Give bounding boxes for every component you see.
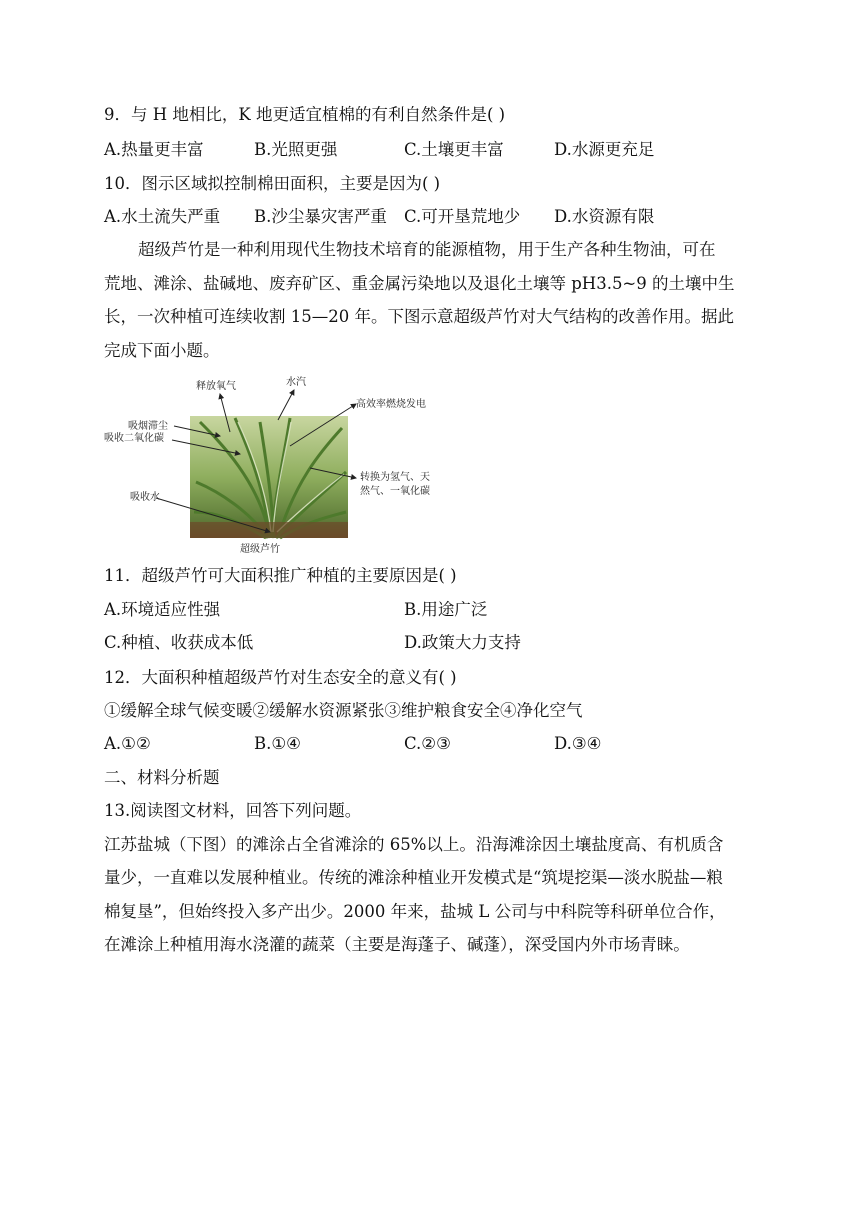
label-absorb-smoke: 吸烟滞尘 [128, 421, 168, 432]
question-10-option-c: C.可开垦荒地少 [404, 207, 521, 226]
question-10-option-b: B.沙尘暴灾害严重 [254, 207, 387, 226]
question-9-option-c: C.土壤更丰富 [404, 140, 504, 159]
question-11-option-a: A.环境适应性强 [104, 600, 221, 619]
question-12-option-c: C.②③ [404, 734, 451, 753]
question-9-option-b: B.光照更强 [254, 140, 338, 159]
question-9-option-d: D.水源更充足 [554, 140, 655, 159]
label-absorb-water: 吸收水 [130, 492, 160, 503]
question-10-stem: 10．图示区域拟控制棉田面积，主要是因为( ) [104, 174, 441, 193]
question-11-option-c: C.种植、收获成本低 [104, 633, 254, 652]
label-release-oxygen: 释放氧气 [196, 381, 236, 392]
section-2-title: 二、材料分析题 [104, 768, 220, 787]
passage-line-1: 超级芦竹是一种利用现代生物技术培育的能源植物，用于生产各种生物油，可在 [138, 240, 716, 259]
question-12-option-a: A.①② [104, 734, 151, 753]
figure-caption: 超级芦竹 [240, 544, 280, 555]
passage-line-4: 完成下面小题。 [104, 341, 220, 360]
question-11-stem: 11．超级芦竹可大面积推广种植的主要原因是( ) [104, 566, 457, 585]
question-12-option-b: B.①④ [254, 734, 301, 753]
question-13-stem: 13.阅读图文材料，回答下列问题。 [104, 801, 362, 820]
question-12-statements: ①缓解全球气候变暖②缓解水资源紧张③维护粮食安全④净化空气 [104, 701, 583, 720]
question-9-stem: 9．与 H 地相比，K 地更适宜植棉的有利自然条件是( ) [104, 105, 506, 124]
super-reed-figure [100, 372, 460, 558]
label-absorb-co2: 吸收二氧化碳 [104, 433, 164, 444]
passage-line-3: 长，一次种植可连续收割 15—20 年。下图示意超级芦竹对大气结构的改善作用。据此 [104, 307, 734, 326]
question-10-option-d: D.水资源有限 [554, 207, 655, 226]
question-13-line-1: 江苏盐城（下图）的滩涂占全省滩涂的 65%以上。沿海滩涂因土壤盐度高、有机质含 [104, 835, 724, 854]
label-water-vapor: 水汽 [286, 377, 306, 388]
label-convert-line-1: 转换为氢气、天 [360, 472, 430, 483]
label-convert-line-2: 然气、一氧化碳 [360, 486, 430, 497]
question-12-option-d: D.③④ [554, 734, 602, 753]
question-11-option-b: B.用途广泛 [404, 600, 488, 619]
question-11-option-d: D.政策大力支持 [404, 633, 521, 652]
question-13-line-2: 量少，一直难以发展种植业。传统的滩涂种植业开发模式是“筑堤挖渠—淡水脱盐—粮 [104, 868, 723, 887]
question-13-line-4: 在滩涂上种植用海水浇灌的蔬菜（主要是海蓬子、碱蓬），深受国内外市场青睐。 [104, 935, 690, 954]
question-13-line-3: 棉复垦”，但始终投入多产出少。2000 年来，盐城 L 公司与中科院等科研单位合作， [104, 902, 726, 921]
label-power-generation: 高效率燃烧发电 [356, 399, 426, 410]
super-reed-diagram [100, 372, 460, 558]
question-9-option-a: A.热量更丰富 [104, 140, 204, 159]
passage-line-2: 荒地、滩涂、盐碱地、废弃矿区、重金属污染地以及退化土壤等 pH3.5~9 的土壤中生 [104, 274, 735, 293]
question-12-stem: 12．大面积种植超级芦竹对生态安全的意义有( ) [104, 668, 457, 687]
question-10-option-a: A.水土流失严重 [104, 207, 221, 226]
